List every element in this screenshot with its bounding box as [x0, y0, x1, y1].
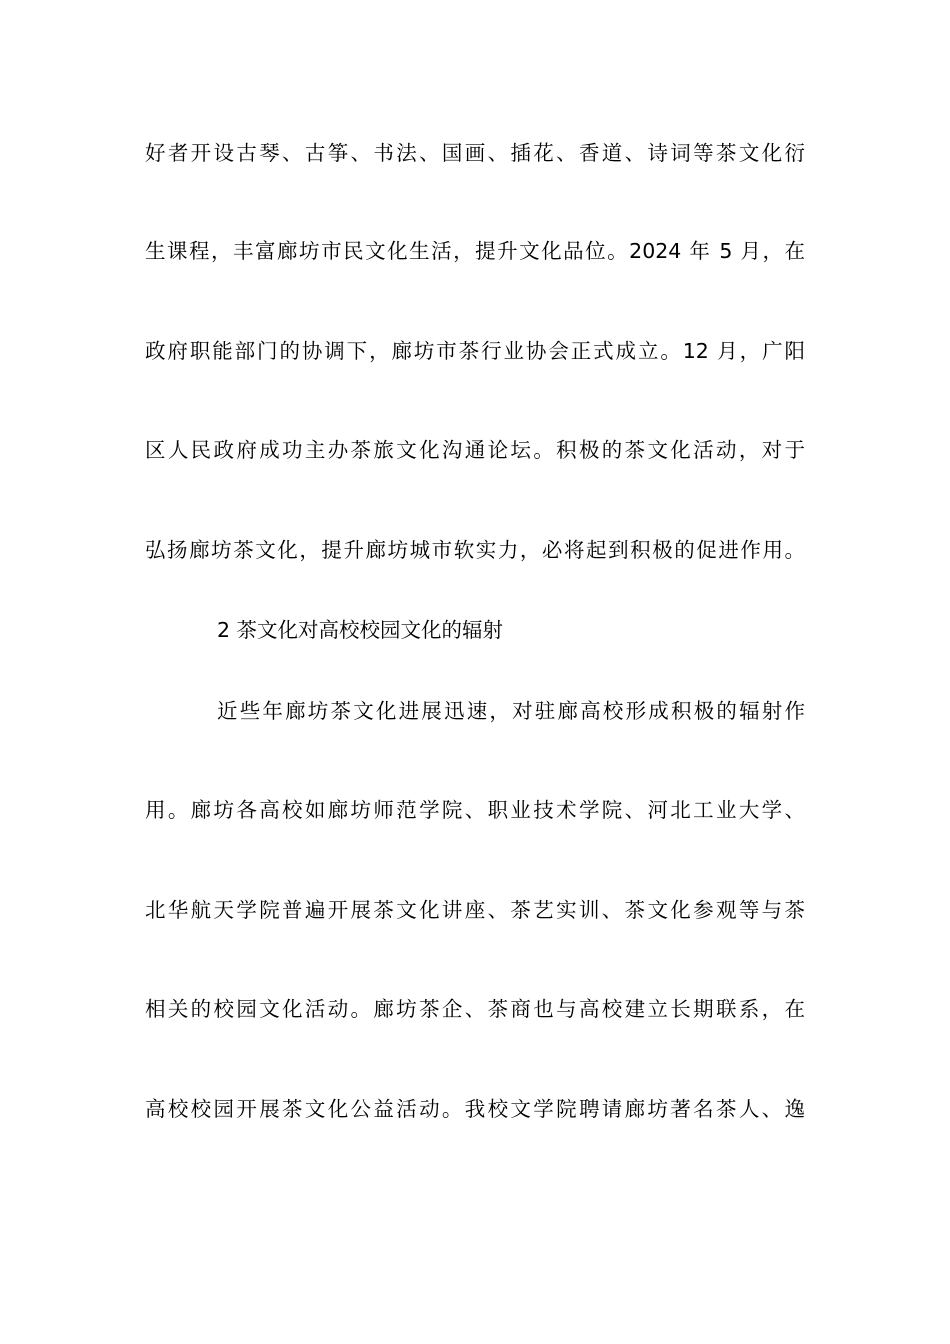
paragraph-2-line-5: 高校校园开展茶文化公益活动。我校文学院聘请廊坊著名茶人、逸 [145, 1097, 805, 1121]
paragraph-2-line-1: 近些年廊坊茶文化进展迅速，对驻廊高校形成积极的辐射作 [217, 699, 805, 723]
paragraph-2-line-4: 相关的校园文化活动。廊坊茶企、茶商也与高校建立长期联系，在 [145, 997, 805, 1021]
paragraph-1-line-3: 政府职能部门的协调下，廊坊市茶行业协会正式成立。12 月，广阳 [145, 339, 805, 363]
paragraph-2-line-2: 用。廊坊各高校如廊坊师范学院、职业技术学院、河北工业大学、 [145, 798, 805, 822]
section-heading: 2 茶文化对高校校园文化的辐射 [217, 618, 504, 642]
paragraph-1-line-1: 好者开设古琴、古筝、书法、国画、插花、香道、诗词等茶文化衍 [145, 141, 805, 165]
paragraph-1-line-2: 生课程，丰富廊坊市民文化生活，提升文化品位。2024 年 5 月，在 [145, 239, 805, 263]
paragraph-2-line-3: 北华航天学院普遍开展茶文化讲座、茶艺实训、茶文化参观等与茶 [145, 898, 805, 922]
paragraph-1-line-5: 弘扬廊坊茶文化，提升廊坊城市软实力，必将起到积极的促进作用。 [145, 538, 805, 562]
paragraph-1-line-4: 区人民政府成功主办茶旅文化沟通论坛。积极的茶文化活动，对于 [145, 438, 805, 462]
